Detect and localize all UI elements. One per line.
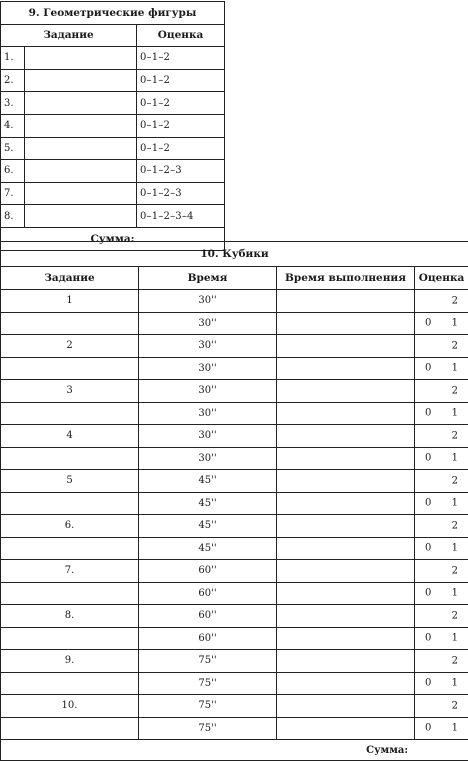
table1-row-answer-cell[interactable] [25,160,137,183]
table2-row-score-high: 1 [452,453,458,464]
table2-row-score-high: 1 [452,588,458,599]
table2-row-task [1,402,139,425]
table2-row-score [415,537,468,560]
table2-row-time: 75'' [139,650,277,673]
table2-header-task: Задание [1,267,139,290]
table2-row-time: 30'' [139,290,277,313]
table2-row-exec-time-cell[interactable] [277,515,415,538]
table2-row-score-high: 1 [452,408,458,419]
table1-row-score: 0–1–2 [137,114,225,137]
table2-row-time: 45'' [139,470,277,493]
table2-row [1,402,468,425]
geometric-figures-table [0,1,225,251]
table2-row-time: 30'' [139,335,277,358]
table2-row [1,380,468,403]
table2-row-score-high: 2 [452,295,458,306]
table2-row-exec-time-cell[interactable] [277,537,415,560]
table2-row-score [415,492,468,515]
table2-row-exec-time-cell[interactable] [277,380,415,403]
table2-row-exec-time-cell[interactable] [277,402,415,425]
table2-row-score-low: 0 [425,408,431,419]
table2-row-exec-time-cell[interactable] [277,312,415,335]
table2-row-score-low: 0 [425,678,431,689]
table1-row-answer-cell[interactable] [25,47,137,70]
table2-row-score-high: 2 [452,340,458,351]
table2-row-score-high: 1 [452,723,458,734]
table2-row [1,492,468,515]
table2-row-task [1,627,139,650]
table2-row-time: 30'' [139,312,277,335]
table2-row-score [415,627,468,650]
table2-row-task [1,492,139,515]
table2-row-time: 75'' [139,672,277,695]
table2-row-score [415,290,468,313]
table2-row [1,672,468,695]
table1-row-number: 3. [1,92,25,115]
table2-row-score [415,515,468,538]
table2-row-score [415,312,468,335]
table2-row [1,290,468,313]
table2-row-score [415,335,468,358]
table2-row-score-high: 2 [452,700,458,711]
table2-row-time: 60'' [139,560,277,583]
table1-row-score: 0–1–2 [137,47,225,70]
table2-row-exec-time-cell[interactable] [277,335,415,358]
table2-row-time: 30'' [139,380,277,403]
table1-row [1,205,225,228]
table2-row-time: 30'' [139,357,277,380]
table2-row-score-high: 1 [452,633,458,644]
table2-row-time: 45'' [139,515,277,538]
table2-row-task: 1 [1,290,139,313]
table1-row-number: 7. [1,182,25,205]
table2-row-exec-time-cell[interactable] [277,605,415,628]
table2-row-exec-time-cell[interactable] [277,492,415,515]
table2-row-task: 10. [1,695,139,718]
table2-row [1,650,468,673]
table2-row-task: 2 [1,335,139,358]
table2-row-score-low: 0 [425,588,431,599]
table2-row-exec-time-cell[interactable] [277,425,415,448]
table2-row-score [415,672,468,695]
table2-row-score [415,695,468,718]
table2-row-time: 60'' [139,605,277,628]
table2-row-exec-time-cell[interactable] [277,717,415,740]
table1-row-number: 1. [1,47,25,70]
table2-row-score-high: 1 [452,363,458,374]
table1-title: 9. Геометрические фигуры [1,2,225,25]
table2-row [1,717,468,740]
table2-sum-label: Сумма: [1,740,468,761]
table2-row-score-low: 0 [425,543,431,554]
table1-sum-label: Сумма: [1,227,225,250]
table2-row-score [415,582,468,605]
table2-row-exec-time-cell[interactable] [277,470,415,493]
table1-row [1,47,225,70]
table2-row [1,515,468,538]
table1-row-answer-cell[interactable] [25,69,137,92]
table2-row-task: 3 [1,380,139,403]
table2-row-score [415,425,468,448]
table2-row-score-high: 1 [452,318,458,329]
table2-row [1,627,468,650]
table2-row-score-high: 2 [452,430,458,441]
table2-row-exec-time-cell[interactable] [277,290,415,313]
table1-row [1,92,225,115]
table2-row-score-high: 2 [452,520,458,531]
table2-row-time: 60'' [139,582,277,605]
table2-row [1,335,468,358]
table2-header-score: Оценка [415,267,468,290]
table1-row-score: 0–1–2–3 [137,182,225,205]
table1-row-number: 2. [1,69,25,92]
table2-row-time: 30'' [139,447,277,470]
table2-row-task: 7. [1,560,139,583]
table1-row-score: 0–1–2–3–4 [137,205,225,228]
table1-header-task: Задание [1,24,137,47]
table2-row-task [1,672,139,695]
table2-row-score-high: 2 [452,475,458,486]
table2-row-task: 5 [1,470,139,493]
table2-row-score [415,380,468,403]
table2-row [1,605,468,628]
table2-row-score-high: 1 [452,543,458,554]
table2-row-time: 30'' [139,425,277,448]
table2-row-score-low: 0 [425,363,431,374]
table2-row-task: 6. [1,515,139,538]
table2-row-time: 45'' [139,492,277,515]
table1-row-number: 6. [1,160,25,183]
table2-row-score [415,470,468,493]
table2-row [1,447,468,470]
table1-header-score: Оценка [137,24,225,47]
table2-row-task [1,582,139,605]
table1-row [1,69,225,92]
table1-row-score: 0–1–2–3 [137,160,225,183]
table2-row-task: 9. [1,650,139,673]
table2-row-time: 30'' [139,402,277,425]
table2-row-score-high: 1 [452,498,458,509]
table2-row-exec-time-cell[interactable] [277,650,415,673]
table1-body [1,47,225,228]
table1-row-answer-cell[interactable] [25,205,137,228]
table2-row-task [1,447,139,470]
table2-row-score-high: 2 [452,565,458,576]
table2-row-score [415,605,468,628]
table2-row-score-low: 0 [425,453,431,464]
table2-row [1,425,468,448]
table1-row-number: 4. [1,114,25,137]
table1-row-score: 0–1–2 [137,92,225,115]
table2-row-task: 8. [1,605,139,628]
table2-row [1,560,468,583]
table2-row-task [1,717,139,740]
table2-row [1,582,468,605]
table2-row-score [415,560,468,583]
table2-row-score-high: 1 [452,678,458,689]
table2-row-task [1,357,139,380]
table2-row-time: 60'' [139,627,277,650]
table2-row-exec-time-cell[interactable] [277,582,415,605]
table1-row-number: 8. [1,205,25,228]
table2-header-exec-time: Время выполнения [277,267,415,290]
table2-row-score [415,717,468,740]
table2-row-score [415,357,468,380]
table2-row [1,537,468,560]
table2-row-score-high: 2 [452,385,458,396]
table2-row-exec-time-cell[interactable] [277,627,415,650]
table2-row-score-low: 0 [425,498,431,509]
table1-row [1,114,225,137]
table2-row [1,312,468,335]
table2-row-score-low: 0 [425,633,431,644]
table2-row [1,470,468,493]
table1-row-number: 5. [1,137,25,160]
table2-row [1,695,468,718]
table1-row-answer-cell[interactable] [25,114,137,137]
table2-row-score-high: 2 [452,655,458,666]
table2-row-task [1,537,139,560]
table2-row-exec-time-cell[interactable] [277,695,415,718]
table2-row-score [415,402,468,425]
table2-row-score-low: 0 [425,318,431,329]
table1-row [1,182,225,205]
table2-row-exec-time-cell[interactable] [277,672,415,695]
table2-row-score [415,447,468,470]
table2-row-task: 4 [1,425,139,448]
table2-row-score-low: 0 [425,723,431,734]
table2-row-exec-time-cell[interactable] [277,447,415,470]
table2-row-exec-time-cell[interactable] [277,357,415,380]
cubes-table [0,241,468,761]
table2-row [1,357,468,380]
table2-title: 10. Кубики [1,242,468,267]
table1-row-score: 0–1–2 [137,69,225,92]
table2-header-time: Время [139,267,277,290]
table2-row-time: 75'' [139,695,277,718]
table2-row-score-high: 2 [452,610,458,621]
table2-row-task [1,312,139,335]
table1-row [1,160,225,183]
table2-row-time: 75'' [139,717,277,740]
table1-row-answer-cell[interactable] [25,92,137,115]
table1-row-answer-cell[interactable] [25,182,137,205]
table2-row-exec-time-cell[interactable] [277,560,415,583]
table2-body [1,290,468,740]
table1-row-score: 0–1–2 [137,137,225,160]
table2-row-time: 45'' [139,537,277,560]
table1-row [1,137,225,160]
table1-row-answer-cell[interactable] [25,137,137,160]
table2-row-score [415,650,468,673]
